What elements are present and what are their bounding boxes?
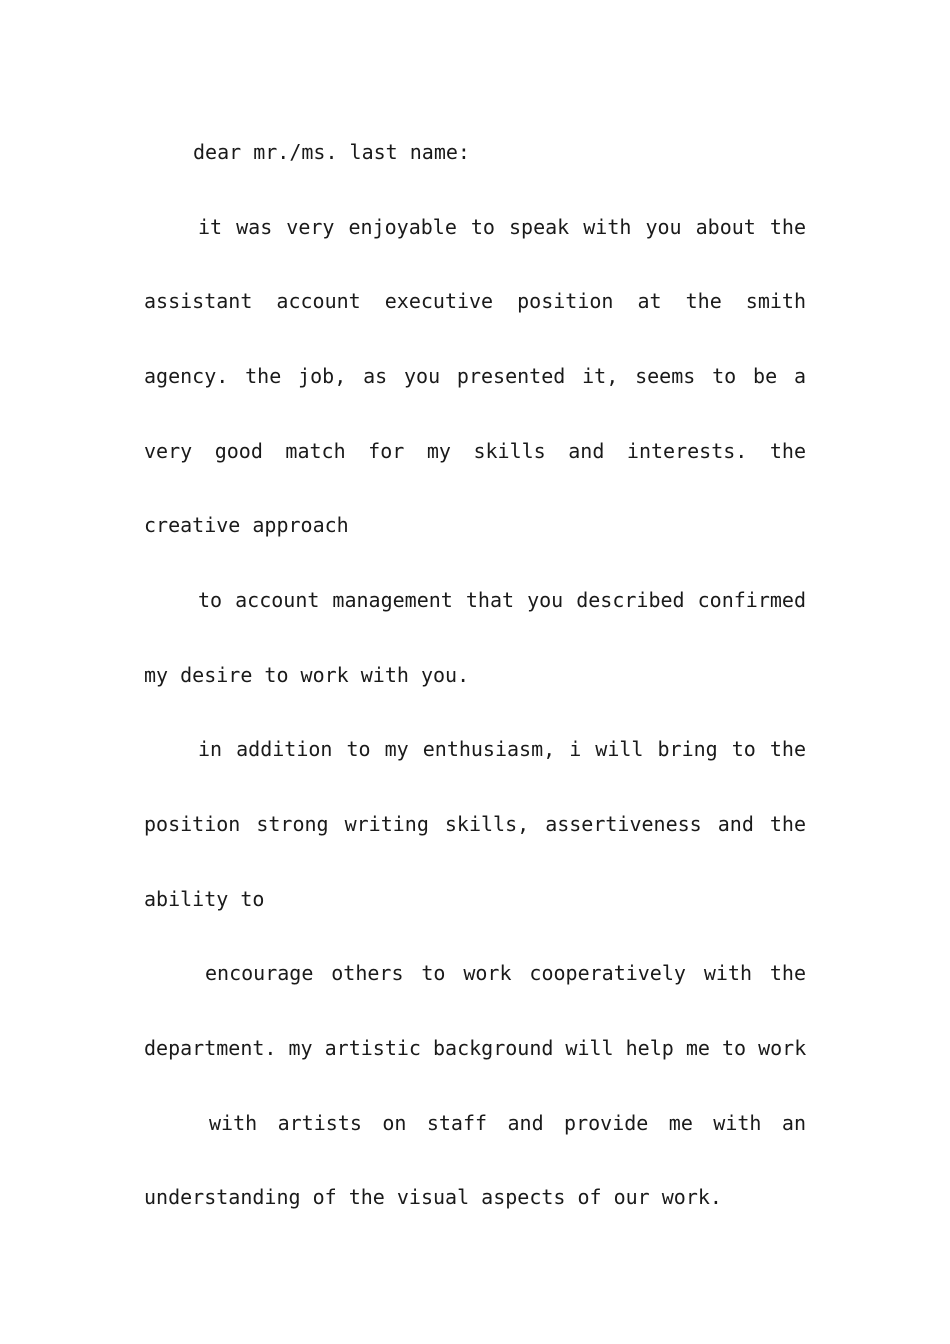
paragraph-line: position strong writing skills, assertiveness and the (144, 812, 806, 836)
paragraph-line: understanding of the visual aspects of our work. (144, 1185, 722, 1209)
paragraph-line: agency. the job, as you presented it, seems to be a (144, 364, 806, 388)
paragraph-line: it was very enjoyable to speak with you about the (198, 215, 806, 239)
salutation: dear mr./ms. last name: (193, 140, 470, 164)
paragraph-line: my desire to work with you. (144, 663, 470, 687)
paragraph-line: ability to (144, 887, 265, 911)
paragraph-line: encourage others to work cooperatively with the (205, 961, 806, 985)
paragraph-line: to account management that you described confirmed (198, 588, 806, 612)
paragraph-line: with artists on staff and provide me with an (209, 1111, 806, 1135)
paragraph-line: very good match for my skills and interests. the (144, 439, 806, 463)
paragraph-line: department. my artistic background will help me to work (144, 1036, 807, 1060)
paragraph-line: creative approach (144, 513, 349, 537)
paragraph-line: assistant account executive position at the smith (144, 289, 806, 313)
paragraph-line: in addition to my enthusiasm, i will bring to the (198, 737, 806, 761)
